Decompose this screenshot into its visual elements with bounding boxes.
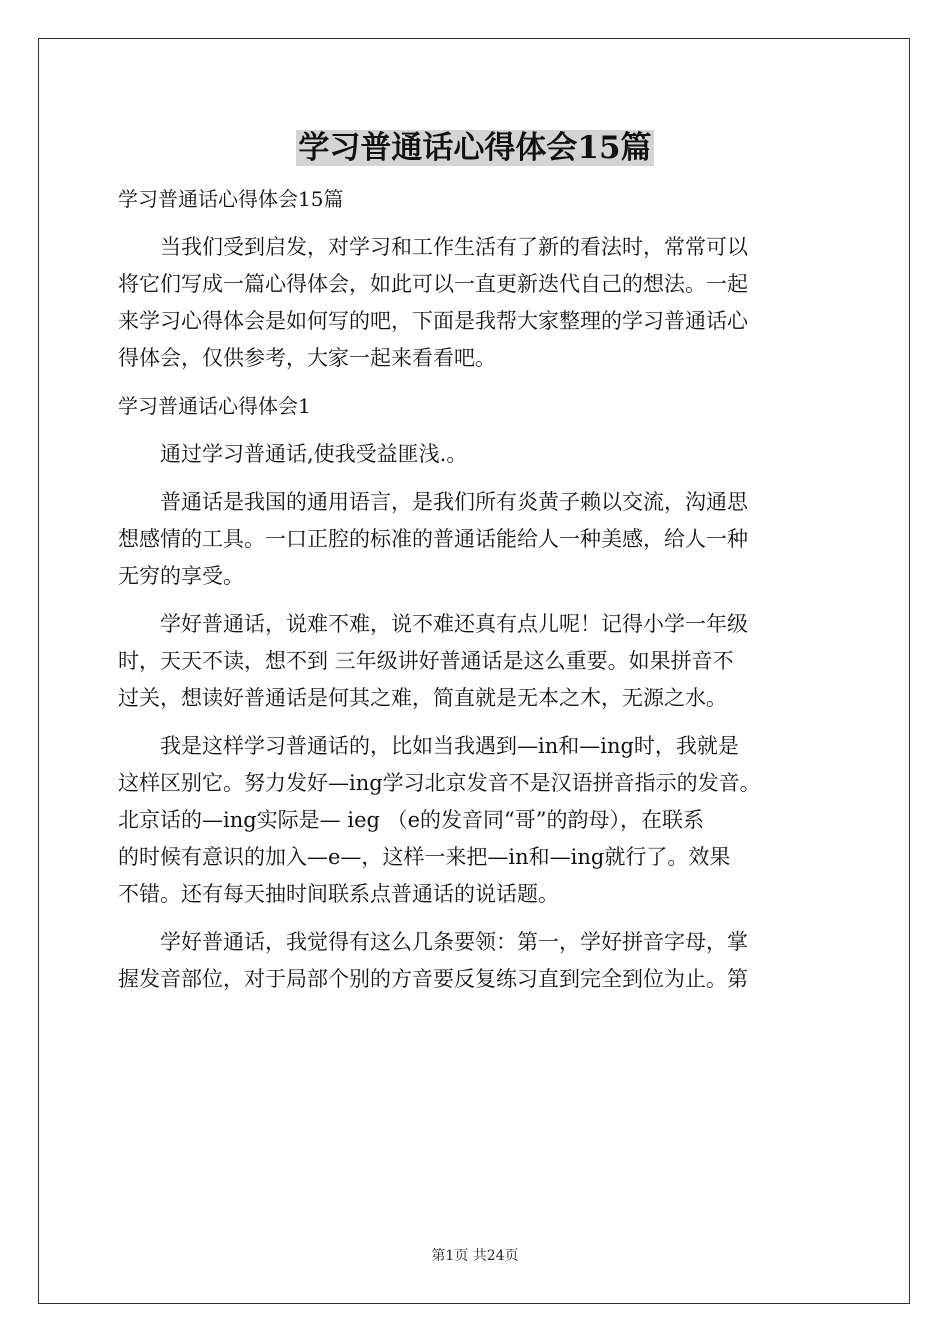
- paragraph-line: 想感情的工具。一口正腔的标准的普通话能给人一种美感，给人一种: [118, 527, 748, 551]
- paragraph-line: 我是这样学习普通话的，比如当我遇到—in和—ing时，我就是: [160, 734, 739, 758]
- paragraph-line: 学好普通话，我觉得有这么几条要领：第一，学好拼音字母，掌: [160, 930, 748, 954]
- paragraph-line: 通过学习普通话,使我受益匪浅.。: [160, 442, 468, 466]
- document-body: [118, 181, 838, 1009]
- paragraph-line: 来学习心得体会是如何写的吧，下面是我帮大家整理的学习普通话心: [118, 309, 748, 333]
- paragraph-line: 过关，想读好普通话是何其之难，简直就是无本之木，无源之水。: [118, 686, 727, 710]
- paragraph-line: 将它们写成一篇心得体会，如此可以一直更新迭代自己的想法。一起: [118, 272, 748, 296]
- body-paragraph: [118, 436, 838, 473]
- paragraph-line: 这样区别它。努力发好—ing学习北京发音不是汉语拼音指示的发音。: [118, 771, 761, 795]
- paragraph-line: 学好普通话，说难不难，说不难还真有点儿呢！记得小学一年级: [160, 612, 748, 636]
- paragraph-line: 得体会，仅供参考，大家一起来看看吧。: [118, 346, 496, 370]
- paragraph-line: 北京话的—ing实际是— ieg （e的发音同“哥”的韵母），在联系: [118, 808, 705, 832]
- paragraph-line: 时，天天不读，想不到 三年级讲好普通话是这么重要。如果拼音不: [118, 649, 734, 673]
- paragraph-line: 握发音部位，对于局部个别的方音要反复练习直到完全到位为止。第: [118, 967, 748, 991]
- intro-paragraph: [118, 229, 838, 377]
- paragraph-line: 当我们受到启发，对学习和工作生活有了新的看法时，常常可以: [160, 235, 748, 259]
- document-title: [0, 126, 950, 170]
- paragraph-line: 无穷的享受。: [118, 564, 244, 588]
- document-subtitle: 学习普通话心得体会15篇: [118, 187, 344, 211]
- body-paragraph: [118, 924, 838, 998]
- body-paragraph: [118, 606, 838, 717]
- section-heading: 学习普通话心得体会1: [118, 394, 311, 418]
- body-paragraph: [118, 728, 838, 913]
- paragraph-line: 普通话是我国的通用语言，是我们所有炎黄子赖以交流，沟通思: [160, 490, 748, 514]
- page-footer: 第1页 共24页: [431, 1248, 519, 1264]
- body-paragraph: [118, 484, 838, 595]
- paragraph-line: 不错。还有每天抽时间联系点普通话的说话题。: [118, 882, 559, 906]
- document-title-text: 学习普通话心得体会15篇: [298, 130, 652, 166]
- paragraph-line: 的时候有意识的加入—e—，这样一来把—in和—ing就行了。效果: [118, 845, 731, 869]
